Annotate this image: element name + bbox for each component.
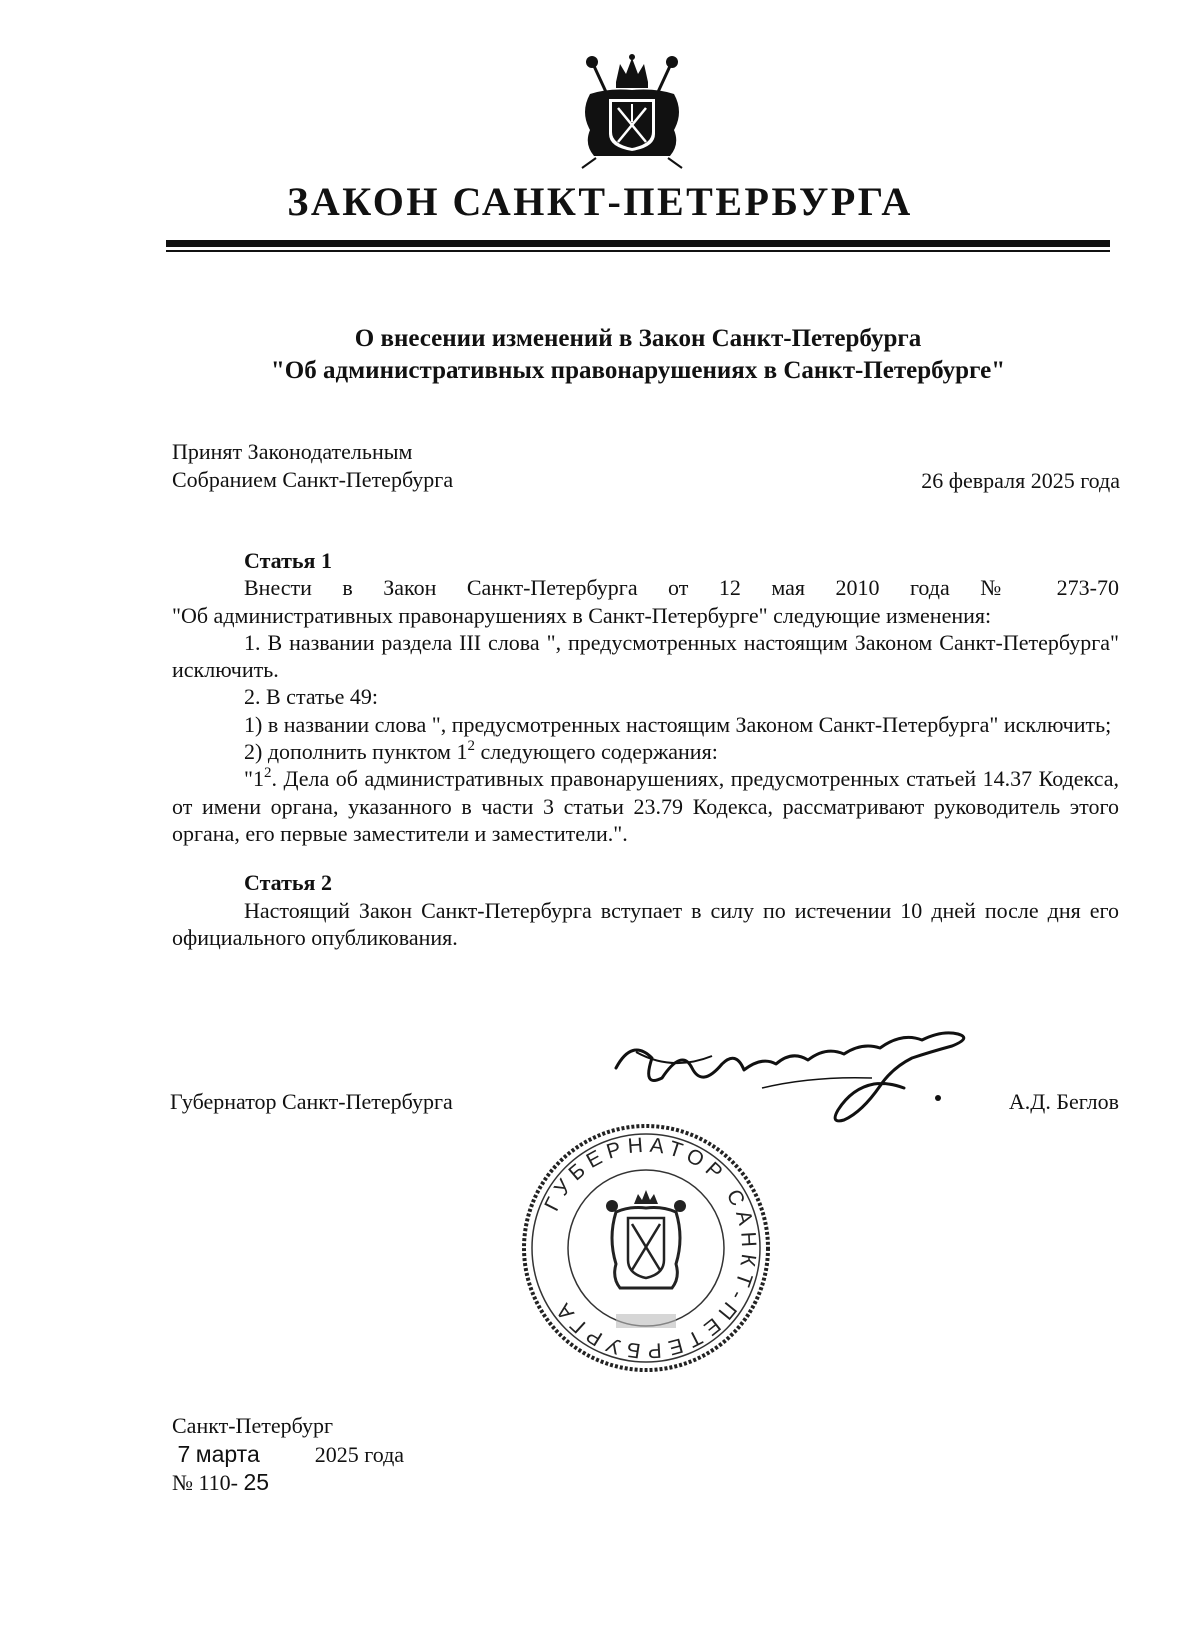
- adoption-line1: Принят Законодательным: [172, 439, 413, 464]
- coat-of-arms-icon: [576, 52, 688, 170]
- signing-day: 7: [177, 1441, 191, 1467]
- subitem2-sup: 2: [467, 738, 475, 755]
- adoption-date: 26 февраля 2025 года: [921, 468, 1120, 493]
- article1-subitem2: [172, 738, 1119, 765]
- title-rule-thick: [166, 240, 1110, 247]
- article1-quoted-clause: [172, 765, 1119, 847]
- governor-seal-icon: [516, 1118, 776, 1378]
- subitem2-before: 2) дополнить пунктом 1: [244, 739, 468, 765]
- handwritten-signature-icon: [612, 1028, 1002, 1138]
- law-title: ЗАКОН САНКТ-ПЕТЕРБУРГА: [287, 179, 913, 224]
- adoption-statement: [172, 438, 453, 494]
- signing-year: 2025 года: [314, 1442, 405, 1467]
- title-rule-thin: [166, 250, 1110, 252]
- law-subject: [166, 323, 1110, 387]
- article1-item1: 1. В названии раздела III слова ", предусмотренных настоящим Законом Санкт-Петербурга" исключить.: [172, 629, 1119, 683]
- article1-intro-line1: Внести в Закон Санкт-Петербурга от 12 мая 2010 года № 273-70: [244, 575, 1119, 601]
- law-number: [172, 1468, 269, 1497]
- article1-item2: 2. В статье 49:: [244, 684, 379, 710]
- article-gap: [172, 847, 1119, 869]
- article1-subitem1: 1) в названии слова ", предусмотренных настоящим Законом Санкт-Петербурга" исключить;: [244, 711, 1112, 737]
- governor-title: Губернатор Санкт-Петербурга: [170, 1089, 453, 1114]
- seal-text: ГУБЕРНАТОР САНКТ-ПЕТЕРБУРГА: [540, 1133, 761, 1363]
- article1-heading: Статья 1: [244, 548, 332, 573]
- article2-text: Настоящий Закон Санкт-Петербурга вступает в силу по истечении 10 дней после дня его официального опубликования.: [172, 897, 1119, 950]
- quote-open: "1: [244, 766, 264, 792]
- signing-month: марта: [195, 1441, 260, 1467]
- law-body: [172, 547, 1119, 951]
- law-subject-line2: "Об административных правонарушениях в Санкт-Петербурге": [270, 357, 1006, 384]
- article2-heading: Статья 2: [244, 870, 332, 896]
- subitem2-after: следующего содержания:: [474, 739, 718, 765]
- quote-text: . Дела об административных правонарушениях, предусмотренных статьей 14.37 Кодекса, от имени органа, указанного в части 3 статьи 23.79 Кодекса, рассматривают руководитель этого органа, его первые заместители и заместители.".: [172, 766, 1119, 846]
- adoption-line2: Собранием Санкт-Петербурга: [172, 467, 454, 492]
- article1-intro-line2: "Об административных правонарушениях в Санкт-Петербурге" следующие изменения:: [172, 602, 992, 628]
- law-subject-line1: О внесении изменений в Закон Санкт-Петербурга: [354, 325, 922, 352]
- governor-name: А.Д. Беглов: [1008, 1089, 1119, 1114]
- signing-place: Санкт-Петербург: [172, 1413, 333, 1438]
- law-number-prefix: № 110-: [172, 1470, 238, 1495]
- quote-sup: 2: [263, 765, 272, 782]
- signing-date: [172, 1440, 404, 1469]
- law-number-value: 25: [243, 1469, 270, 1495]
